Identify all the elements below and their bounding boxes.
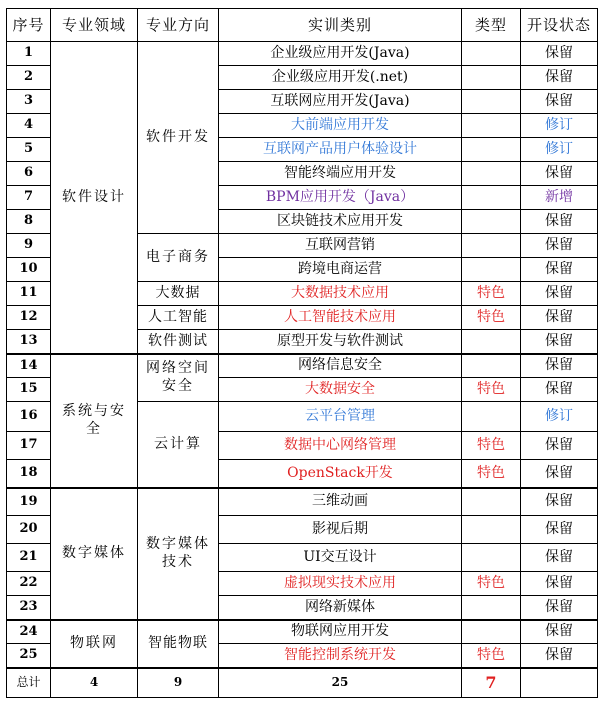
category-cell: 数据中心网络管理 bbox=[219, 432, 462, 460]
table-row bbox=[7, 620, 598, 644]
table-row bbox=[7, 354, 598, 378]
category-cell: 影视后期 bbox=[219, 516, 462, 544]
category-cell: 互联网产品用户体验设计 bbox=[219, 138, 462, 162]
status-cell: 保留 bbox=[521, 544, 598, 572]
category-cell: 跨境电商运营 bbox=[219, 258, 462, 282]
domain-cell: 物联网 bbox=[51, 620, 138, 668]
status-cell: 保留 bbox=[521, 330, 598, 354]
category-cell: 智能控制系统开发 bbox=[219, 644, 462, 668]
row-number: 17 bbox=[7, 432, 51, 460]
status-cell: 保留 bbox=[521, 90, 598, 114]
domain-cell: 软件设计 bbox=[51, 42, 138, 354]
type-cell: 特色 bbox=[462, 306, 521, 330]
row-number: 10 bbox=[7, 258, 51, 282]
type-cell bbox=[462, 596, 521, 620]
type-cell bbox=[462, 258, 521, 282]
category-cell: 企业级应用开发(Java) bbox=[219, 42, 462, 66]
status-cell: 保留 bbox=[521, 42, 598, 66]
status-cell: 保留 bbox=[521, 432, 598, 460]
row-number: 13 bbox=[7, 330, 51, 354]
row-number: 1 bbox=[7, 42, 51, 66]
row-number: 15 bbox=[7, 378, 51, 402]
total-status bbox=[521, 668, 598, 698]
row-number: 25 bbox=[7, 644, 51, 668]
category-cell: 网络信息安全 bbox=[219, 354, 462, 378]
row-number: 18 bbox=[7, 460, 51, 488]
status-cell: 保留 bbox=[521, 596, 598, 620]
type-cell bbox=[462, 66, 521, 90]
category-cell: UI交互设计 bbox=[219, 544, 462, 572]
row-number: 22 bbox=[7, 572, 51, 596]
status-cell: 保留 bbox=[521, 66, 598, 90]
type-cell: 特色 bbox=[462, 644, 521, 668]
status-cell: 保留 bbox=[521, 162, 598, 186]
category-cell: 云平台管理 bbox=[219, 402, 462, 432]
status-cell: 保留 bbox=[521, 620, 598, 644]
row-number: 16 bbox=[7, 402, 51, 432]
category-cell: 大数据技术应用 bbox=[219, 282, 462, 306]
category-cell: 智能终端应用开发 bbox=[219, 162, 462, 186]
status-cell: 保留 bbox=[521, 306, 598, 330]
header-domain: 专业领域 bbox=[51, 9, 138, 42]
row-number: 7 bbox=[7, 186, 51, 210]
direction-cell: 电子商务 bbox=[138, 234, 219, 282]
status-cell: 保留 bbox=[521, 572, 598, 596]
type-cell bbox=[462, 114, 521, 138]
type-cell bbox=[462, 330, 521, 354]
type-cell: 特色 bbox=[462, 572, 521, 596]
status-cell: 修订 bbox=[521, 114, 598, 138]
header-category: 实训类别 bbox=[219, 9, 462, 42]
category-cell: 三维动画 bbox=[219, 488, 462, 516]
domain-cell: 数字媒体 bbox=[51, 488, 138, 620]
status-cell: 保留 bbox=[521, 234, 598, 258]
type-cell bbox=[462, 402, 521, 432]
status-cell: 保留 bbox=[521, 258, 598, 282]
row-number: 23 bbox=[7, 596, 51, 620]
direction-cell: 云计算 bbox=[138, 402, 219, 488]
status-cell: 保留 bbox=[521, 282, 598, 306]
status-cell: 保留 bbox=[521, 210, 598, 234]
category-cell: 人工智能技术应用 bbox=[219, 306, 462, 330]
type-cell bbox=[462, 162, 521, 186]
row-number: 20 bbox=[7, 516, 51, 544]
type-cell bbox=[462, 544, 521, 572]
row-number: 8 bbox=[7, 210, 51, 234]
row-number: 6 bbox=[7, 162, 51, 186]
category-cell: BPM应用开发（Java） bbox=[219, 186, 462, 210]
row-number: 21 bbox=[7, 544, 51, 572]
category-cell: 区块链技术应用开发 bbox=[219, 210, 462, 234]
header-status: 开设状态 bbox=[521, 9, 598, 42]
total-directions: 9 bbox=[138, 668, 219, 698]
status-cell: 新增 bbox=[521, 186, 598, 210]
direction-cell: 软件测试 bbox=[138, 330, 219, 354]
type-cell bbox=[462, 516, 521, 544]
category-cell: OpenStack开发 bbox=[219, 460, 462, 488]
direction-cell: 网络空间安全 bbox=[138, 354, 219, 402]
total-row bbox=[7, 668, 598, 698]
row-number: 12 bbox=[7, 306, 51, 330]
type-cell bbox=[462, 90, 521, 114]
category-cell: 物联网应用开发 bbox=[219, 620, 462, 644]
status-cell: 保留 bbox=[521, 460, 598, 488]
direction-cell: 人工智能 bbox=[138, 306, 219, 330]
row-number: 3 bbox=[7, 90, 51, 114]
category-cell: 企业级应用开发(.net) bbox=[219, 66, 462, 90]
category-cell: 互联网应用开发(Java) bbox=[219, 90, 462, 114]
category-cell: 互联网营销 bbox=[219, 234, 462, 258]
row-number: 19 bbox=[7, 488, 51, 516]
table-row bbox=[7, 42, 598, 66]
total-categories: 25 bbox=[219, 668, 462, 698]
status-cell: 修订 bbox=[521, 402, 598, 432]
header-row bbox=[7, 9, 598, 42]
row-number: 24 bbox=[7, 620, 51, 644]
category-cell: 大前端应用开发 bbox=[219, 114, 462, 138]
total-domains: 4 bbox=[51, 668, 138, 698]
total-label: 总计 bbox=[7, 668, 51, 698]
type-cell: 特色 bbox=[462, 460, 521, 488]
row-number: 11 bbox=[7, 282, 51, 306]
status-cell: 修订 bbox=[521, 138, 598, 162]
type-cell bbox=[462, 234, 521, 258]
status-cell: 保留 bbox=[521, 488, 598, 516]
type-cell: 特色 bbox=[462, 282, 521, 306]
type-cell: 特色 bbox=[462, 378, 521, 402]
training-table bbox=[6, 8, 598, 698]
domain-cell: 系统与安全 bbox=[51, 354, 138, 488]
status-cell: 保留 bbox=[521, 644, 598, 668]
type-cell bbox=[462, 488, 521, 516]
category-cell: 大数据安全 bbox=[219, 378, 462, 402]
type-cell bbox=[462, 210, 521, 234]
total-types: 7 bbox=[462, 668, 521, 698]
status-cell: 保留 bbox=[521, 378, 598, 402]
header-no: 序号 bbox=[7, 9, 51, 42]
row-number: 14 bbox=[7, 354, 51, 378]
status-cell: 保留 bbox=[521, 354, 598, 378]
row-number: 9 bbox=[7, 234, 51, 258]
direction-cell: 数字媒体技术 bbox=[138, 488, 219, 620]
status-cell: 保留 bbox=[521, 516, 598, 544]
direction-cell: 软件开发 bbox=[138, 42, 219, 234]
type-cell bbox=[462, 186, 521, 210]
direction-cell: 大数据 bbox=[138, 282, 219, 306]
type-cell: 特色 bbox=[462, 432, 521, 460]
type-cell bbox=[462, 354, 521, 378]
row-number: 2 bbox=[7, 66, 51, 90]
type-cell bbox=[462, 138, 521, 162]
category-cell: 网络新媒体 bbox=[219, 596, 462, 620]
header-direction: 专业方向 bbox=[138, 9, 219, 42]
category-cell: 虚拟现实技术应用 bbox=[219, 572, 462, 596]
header-type: 类型 bbox=[462, 9, 521, 42]
category-cell: 原型开发与软件测试 bbox=[219, 330, 462, 354]
type-cell bbox=[462, 42, 521, 66]
row-number: 4 bbox=[7, 114, 51, 138]
direction-cell: 智能物联 bbox=[138, 620, 219, 668]
type-cell bbox=[462, 620, 521, 644]
table-row bbox=[7, 488, 598, 516]
row-number: 5 bbox=[7, 138, 51, 162]
